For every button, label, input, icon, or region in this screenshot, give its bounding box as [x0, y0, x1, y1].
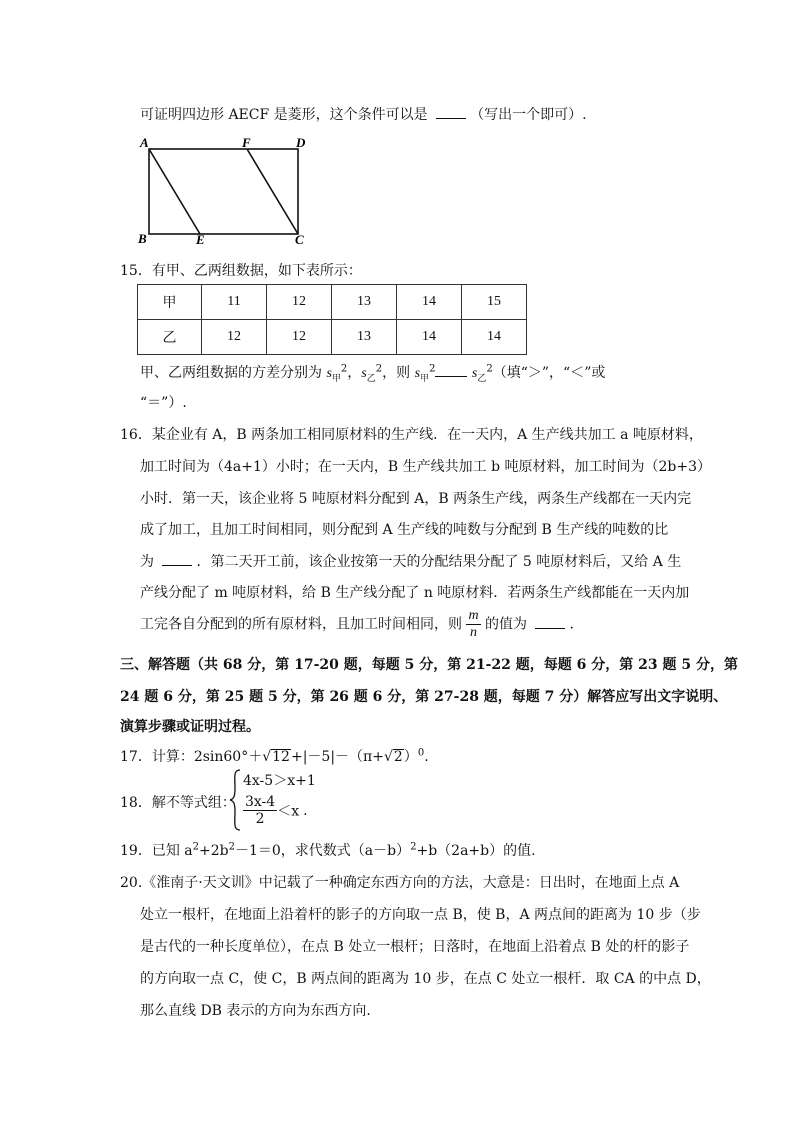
- q16-line-4: 成了加工，且加工时间相同，则分配到 A 生产线的吨数与分配到 B 生产线的吨数的比: [140, 522, 669, 538]
- q16-line-2: 加工时间为（4a+1）小时；在一天内，B 生产线共加工 b 吨原材料，加工时间为（2b+3）: [140, 459, 711, 475]
- q20-line-3: 是古代的一种长度单位），在点 B 处立一根杆；日落时，在地面上沿着点 B 处的杆的影子: [140, 939, 690, 955]
- q20-line-5: 那么直线 DB 表示的方向为东西方向.: [140, 1003, 371, 1019]
- q14-statement: 可证明四边形 AECF 是菱形，这个条件可以是: [140, 107, 428, 123]
- q16-line-3: 小时．第一天，该企业将 5 吨原材料分配到 A，B 两条生产线，两条生产线都在一天内完: [140, 491, 692, 507]
- q15-fill-hint-2: “＝”）.: [140, 395, 187, 411]
- q15-data-table: [137, 284, 527, 355]
- label-c: C: [295, 232, 304, 246]
- sqrt-icon: √: [262, 749, 272, 765]
- label-b: B: [138, 231, 147, 246]
- fraction-3x-4-over-2: $\frac{3x-4}{2}$: [245, 794, 276, 827]
- section3-heading-line-1: 三、解答题（共 68 分，第 17-20 题，每题 5 分，第 21-22 题，每题 6 分，第 23 题 5 分，第: [120, 657, 738, 673]
- table-cell: 13: [332, 320, 397, 355]
- label-e: E: [196, 232, 205, 246]
- table-row: [138, 285, 527, 320]
- q18-inequality-2: $\frac{3x-4}{2}$ ＜x .: [245, 794, 308, 827]
- q14-answer-blank[interactable]: [436, 106, 466, 119]
- table-cell: 14: [462, 320, 527, 355]
- table-cell: 14: [397, 320, 462, 355]
- q19-statement: 19．已知 $a^2+2b^2-1=0$，求代数式$(a-b)^2+b(2a+b)$的值.: [120, 841, 536, 859]
- table-row: [138, 320, 527, 355]
- q14-text-line: [140, 104, 587, 124]
- table-cell: 12: [267, 320, 332, 355]
- q16-line-7: 工完各自分配到的所有原材料，且加工时间相同，则 $\frac{m}{n}$ 的值为 .: [140, 608, 574, 640]
- section3-heading-line-3: 演算步骤或证明过程。: [120, 719, 260, 735]
- q18-inequality-1: 4x-5＞x+1: [243, 773, 316, 789]
- table-cell: 13: [332, 285, 397, 320]
- rectangle-abcd: [149, 149, 298, 234]
- q15-answer-blank[interactable]: [435, 364, 467, 377]
- row-label-jia: 甲: [138, 285, 202, 320]
- q16-line-6: 产线分配了 m 吨原材料，给 B 生产线分配了 n 吨原材料．若两条生产线都能在一天内加: [140, 585, 690, 601]
- q20-line-2: 处立一根杆，在地面上沿着杆的影子的方向取一点 B，使 B，A 两点间的距离为 10 步（步: [140, 907, 701, 923]
- q20-line-4: 的方向取一点 C，使 C，B 两点间的距离为 10 步，在点 C 处立一根杆．取 CA 的中点 D，: [140, 971, 711, 987]
- q14-geometry-figure: [136, 134, 316, 246]
- label-f: F: [242, 135, 251, 150]
- table-cell: 11: [202, 285, 267, 320]
- q18-label: 18．解不等式组：: [120, 795, 236, 811]
- label-d: D: [296, 135, 306, 150]
- sqrt-icon: √: [383, 749, 393, 765]
- q16-line-1: 16．某企业有 A，B 两条加工相同原材料的生产线．在一天内，A 生产线共加工 a 吨原材料，: [120, 427, 703, 443]
- q15-question-line: 甲、乙两组数据的方差分别为 $s_甲^2$，$s_乙^2$，则 $s_甲^2$ $s_乙^2$（填“＞”，“＜”或: [140, 363, 606, 384]
- label-a: A: [140, 135, 149, 150]
- table-cell: 15: [462, 285, 527, 320]
- q14-hint: （写出一个即可）.: [470, 107, 587, 123]
- table-cell: 14: [397, 285, 462, 320]
- table-cell: 12: [202, 320, 267, 355]
- q15-stem: 15．有甲、乙两组数据，如下表所示：: [120, 263, 362, 279]
- row-label-yi: 乙: [138, 320, 202, 355]
- section3-heading-line-2: 24 题 6 分，第 25 题 5 分，第 26 题 6 分，第 27-28 题，每题 7 分）解答应写出文字说明、: [120, 689, 728, 705]
- q16-value-blank[interactable]: [535, 616, 565, 629]
- q16-ratio-blank[interactable]: [162, 553, 192, 566]
- table-cell: 12: [267, 285, 332, 320]
- q20-line-1: 20.《淮南子·天文训》中记载了一种确定东西方向的方法，大意是：日出时，在地面上点 A: [120, 875, 680, 891]
- fraction-m-over-n: $\frac{m}{n}$: [468, 608, 479, 640]
- q16-line-5: 为 ．第二天开工前，该企业按第一天的分配结果分配了 5 吨原材料后，又给 A 生: [140, 554, 682, 570]
- segment-ae: [149, 149, 200, 234]
- q17-expression: 17．计算：$2\sin 60^\circ+√12+|-5|-(\pi+√2)^0$.: [120, 747, 429, 765]
- brace-icon: [228, 768, 242, 832]
- segment-fc: [247, 149, 298, 234]
